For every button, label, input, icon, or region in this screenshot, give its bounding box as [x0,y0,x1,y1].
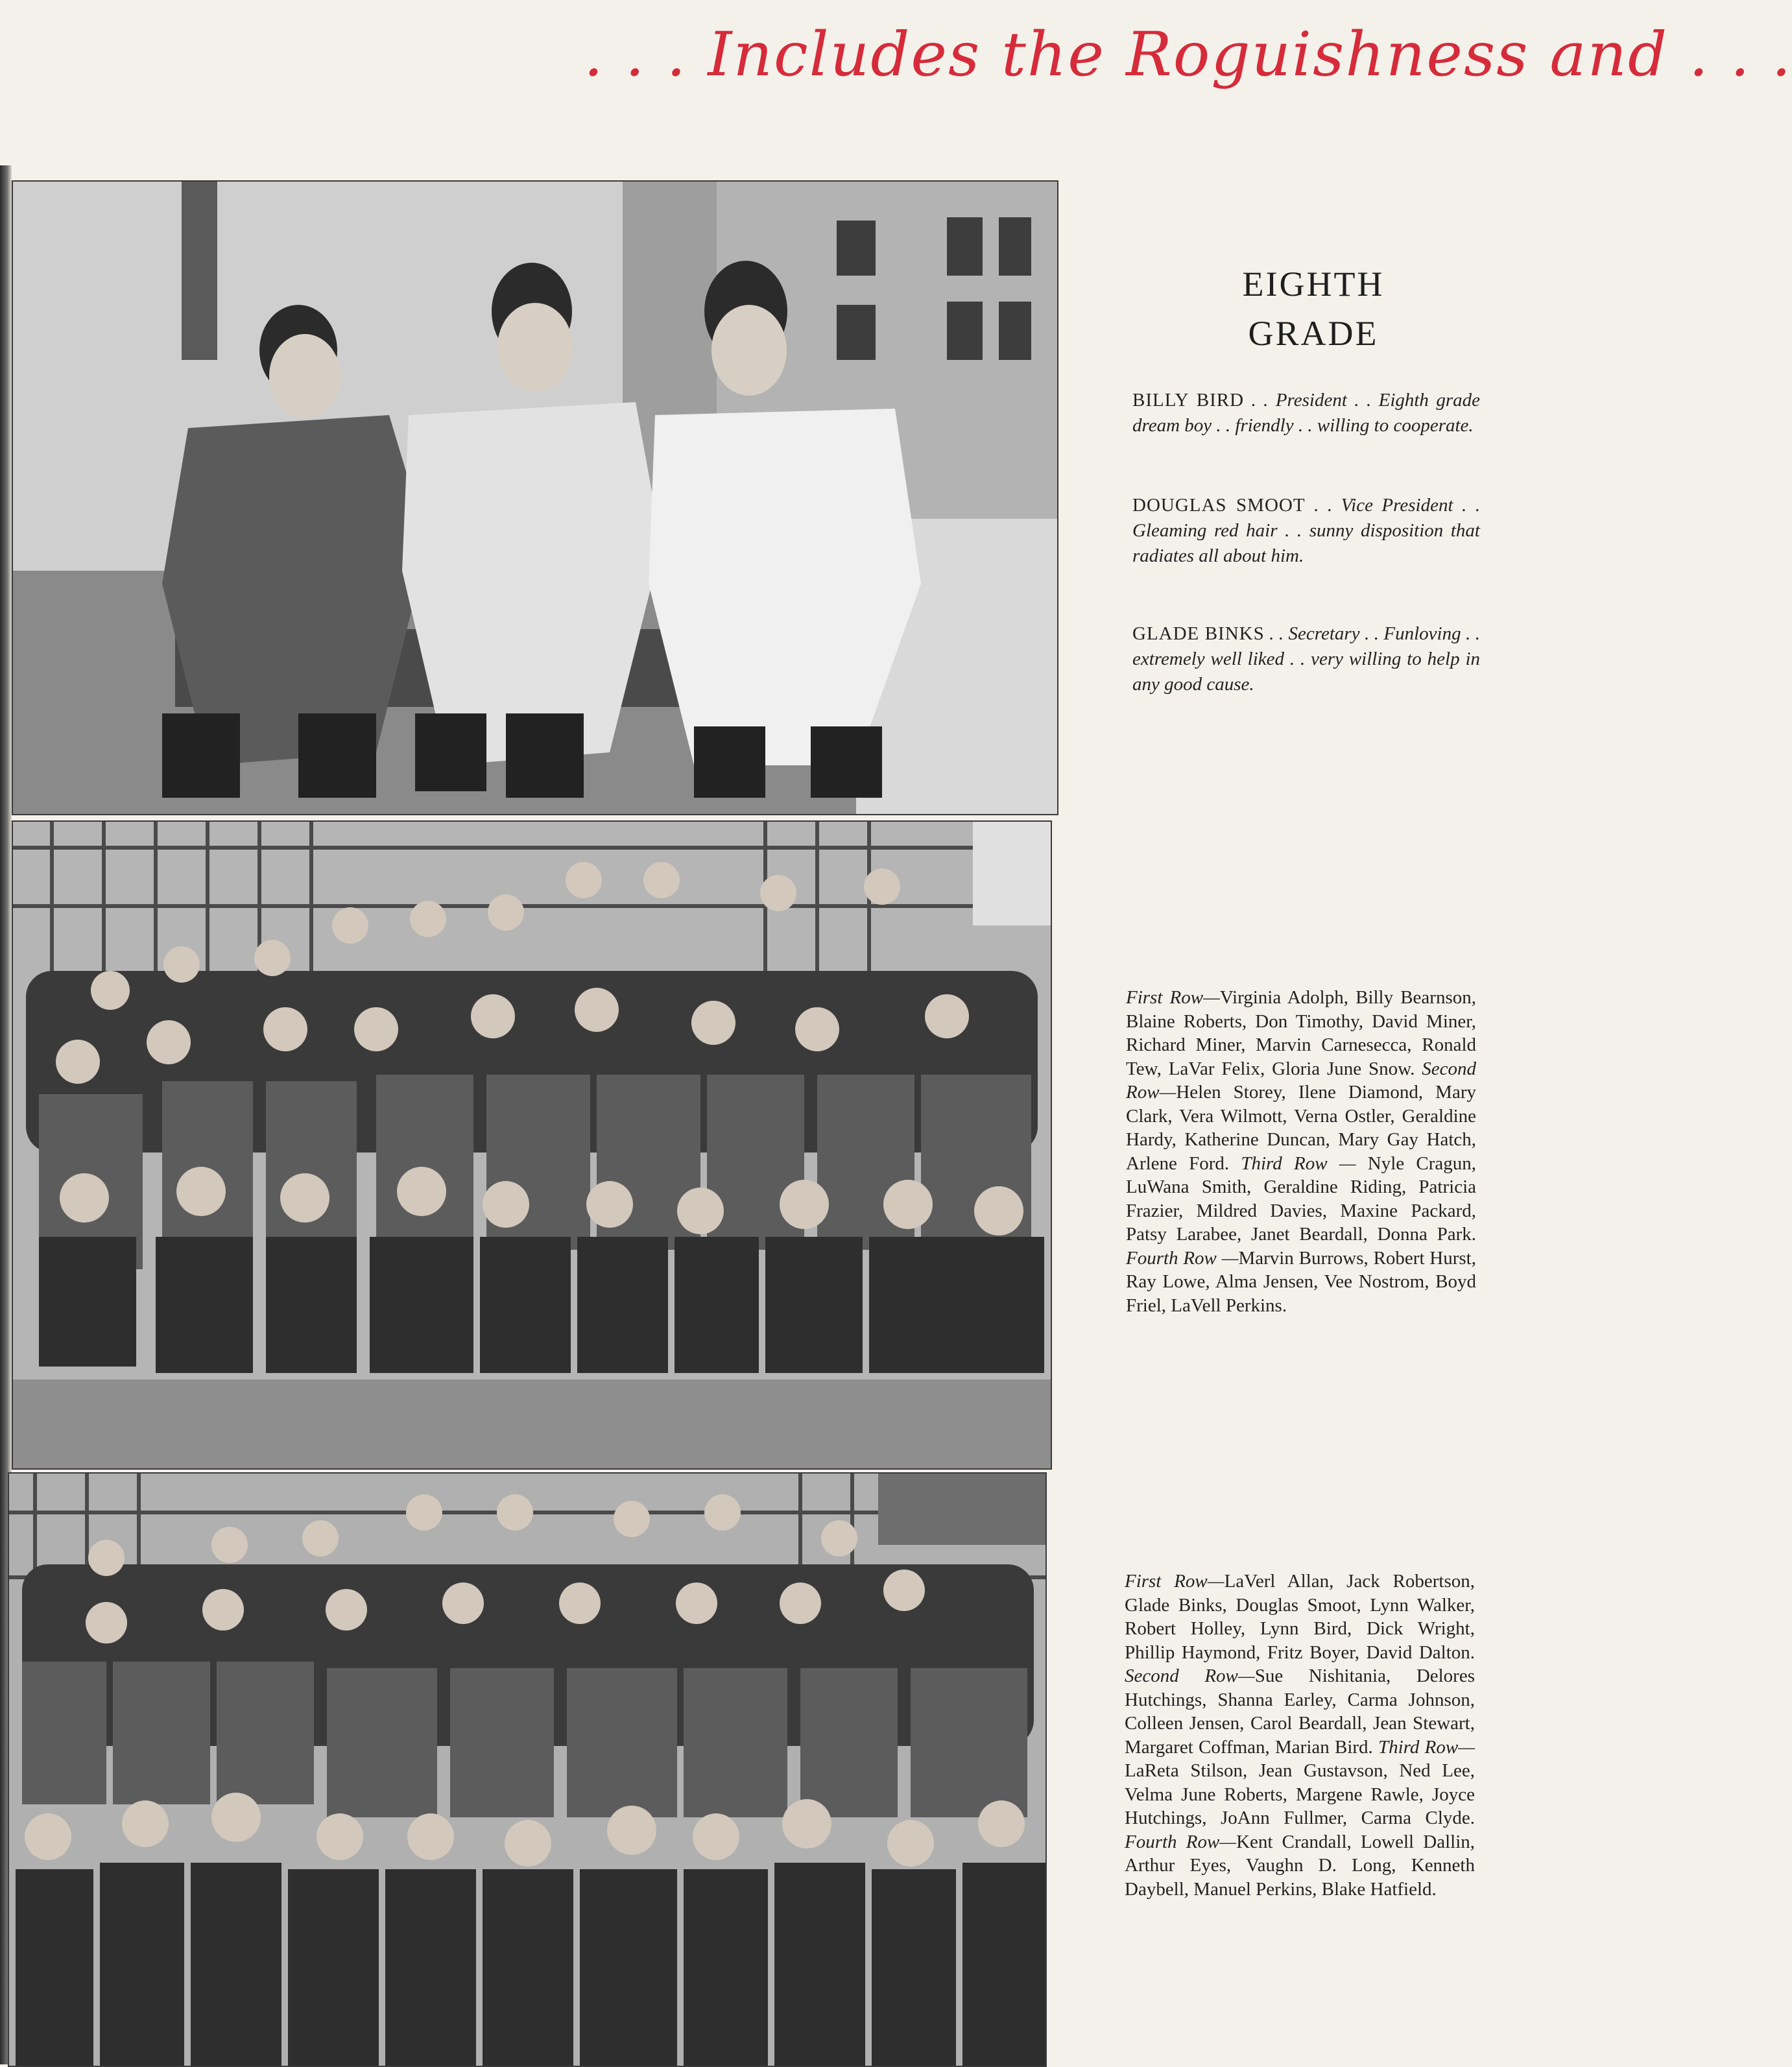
officer-entry-president [1132,388,1480,438]
row-label: Third Row— [1378,1736,1475,1758]
row-names: LaVerl Allan, Jack Robertson, Glade Binks, Douglas Smoot, Lynn Walker, Robert Holley, Lynn Bird, Dick Wright, Phillip Haymond, Fritz Boyer, David Dalton. [1125,1571,1475,1663]
officer-name: BILLY BIRD [1132,390,1245,411]
class-photo-b-illustration [9,1474,1045,2066]
officer-name: GLADE BINKS [1132,623,1265,644]
row-names: Kent Crandall, Lowell Dallin, Arthur Eyes, Vaughn D. Long, Kenneth Daybell, Manuel Perkins, Blake Hatfield. [1125,1831,1475,1900]
row-names: LaReta Stilson, Jean Gustavson, Ned Lee, Velma June Roberts, Margene Rawle, Joyce Hutchings, JoAnn Fullmer, Carma Clyde. [1125,1760,1475,1828]
officer-description: . . President . . Eighth grade dream boy . . friendly . . willing to cooperate. [1132,390,1480,436]
row-label: Second Row— [1125,1666,1255,1686]
officer-description: . . Secretary . . Funloving . . extremely well liked . . very willing to help in any good cause. [1132,623,1480,695]
row-names: Virginia Adolph, Billy Bearnson, Blaine Roberts, Don Timothy, David Miner, Richard Miner, Marvin Carnesecca, Ronald Tew, LaVar Felix, Gloria June Snow. [1126,987,1476,1079]
officers-photo-illustration [13,182,1057,814]
class-photo-a [12,820,1052,1470]
officer-description: . . Vice President . . Gleaming red hair . . sunny disposition that radiates all about him. [1132,495,1480,566]
row-names: Sue Nishitania, Delores Hutchings, Shanna Earley, Carma Johnson, Colleen Jensen, Carol Beardall, Jean Stewart, Margaret Coffman, Marian Bird. [1125,1666,1475,1758]
row-label: First Row— [1126,987,1220,1008]
row-names: Helen Storey, Ilene Diamond, Mary Clark, Vera Wilmott, Verna Ostler, Geraldine Hardy, Katherine Duncan, Mary Gay Hatch, Arlene Ford. [1126,1082,1476,1174]
class-photo-a-illustration [13,822,1051,1468]
row-label: Second Row— [1126,1058,1477,1103]
officers-photo [12,180,1058,815]
row-label: Fourth Row— [1125,1831,1237,1852]
row-label: Third Row — [1241,1153,1368,1174]
class-photo-b [8,1472,1047,2067]
class-photo-a-caption [1126,986,1476,1317]
officer-entry-vice-president [1132,493,1480,569]
officer-name: DOUGLAS SMOOT [1132,495,1306,516]
officer-entry-secretary [1132,621,1480,697]
class-photo-b-caption [1125,1570,1475,1901]
section-title-line1: EIGHTH [1242,265,1385,304]
row-label: First Row— [1125,1571,1225,1592]
section-title [1132,259,1495,358]
row-names: Marvin Burrows, Robert Hurst, Ray Lowe, Alma Jensen, Vee Nostrom, Boyd Friel, LaVell Perkins. [1126,1247,1476,1316]
section-title-line2: GRADE [1248,314,1379,353]
row-names: Nyle Cragun, LuWana Smith, Geraldine Riding, Patricia Frazier, Mildred Davies, Maxine Packard, Patsy Larabee, Janet Beardall, Donna Park. [1126,1153,1476,1245]
row-label: Fourth Row — [1126,1247,1239,1269]
page-header-title: . . . Includes the Roguishness and . . . [584,19,1792,90]
